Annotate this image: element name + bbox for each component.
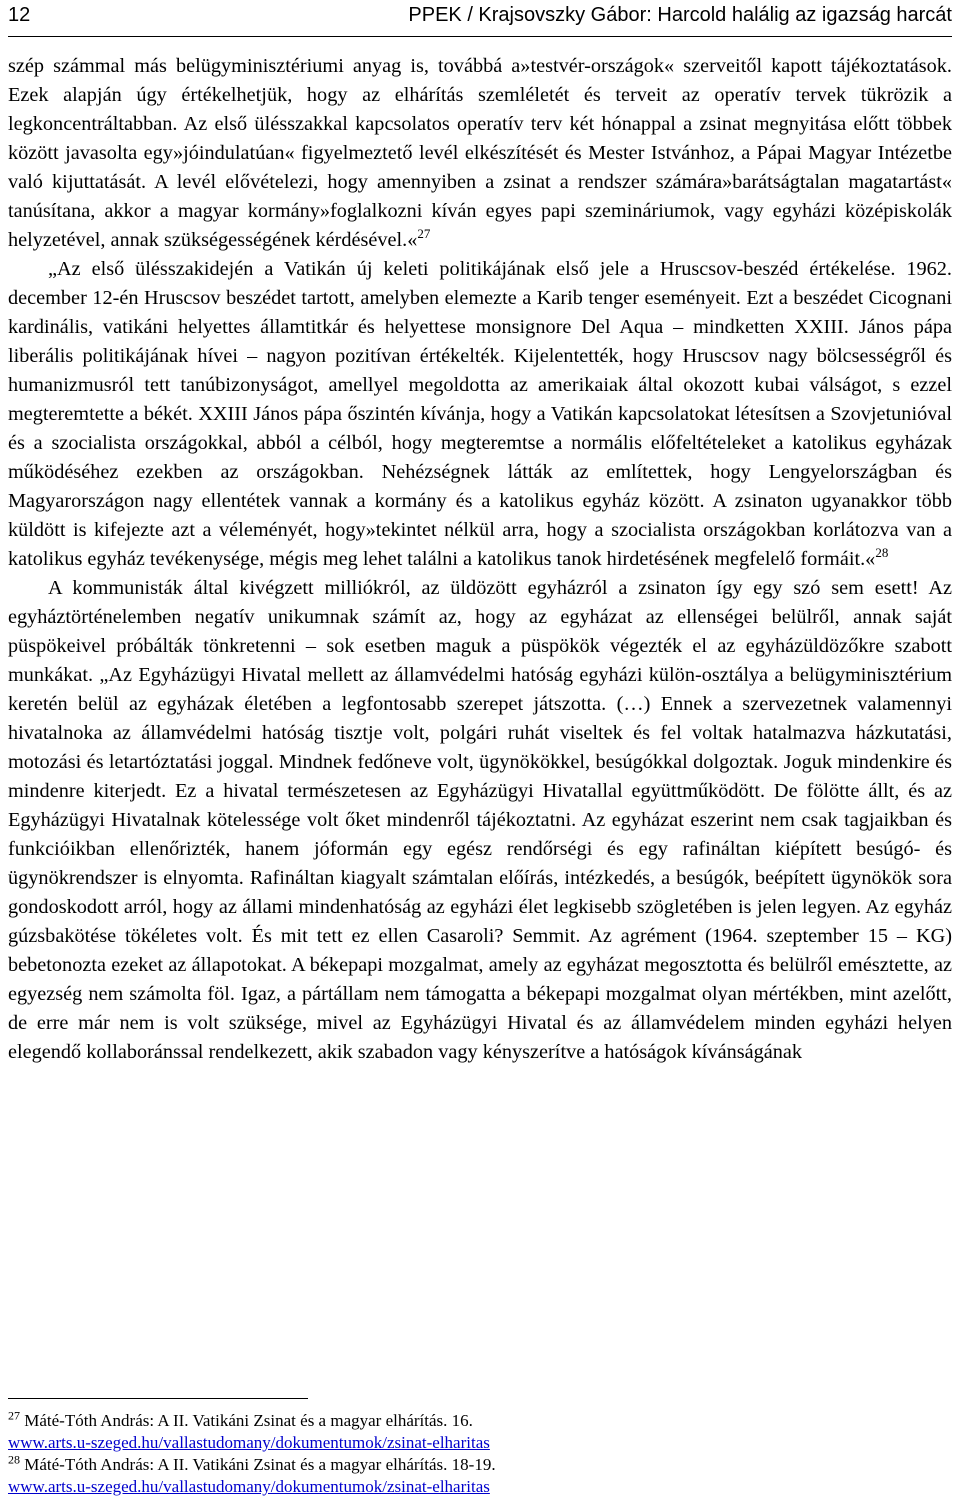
page-number: 12 — [8, 4, 31, 26]
footnote-28-url-line — [8, 1476, 952, 1498]
footnote-link[interactable]: www.arts.u-szeged.hu/vallastudomany/dokumentumok/zsinat-elharitas — [8, 1477, 490, 1496]
footnote-separator — [8, 1398, 308, 1399]
footnote-number: 27 — [8, 1408, 20, 1423]
footnote-27-url-line — [8, 1432, 952, 1454]
footnote-ref-27[interactable]: 27 — [417, 226, 431, 242]
footnote-28 — [8, 1454, 952, 1476]
page-header — [8, 0, 952, 40]
paragraph-2 — [8, 255, 952, 574]
footnote-ref-28[interactable]: 28 — [875, 545, 889, 561]
paragraph-3 — [8, 574, 952, 1067]
paragraph-1 — [8, 52, 952, 255]
footnotes — [8, 1410, 952, 1498]
main-text — [8, 52, 952, 1067]
paragraph-1-c: A levél elővételezi, hogy amennyiben a zsinat a rendszer számára»barátságtalan magatartást« tanúsítana, akkor a magyar kormány»foglalkozni kíván egyes papi szemináriumok, vagy egyházi középiskolák helyzetével, annak szükségességének kérdésével.« — [8, 171, 953, 251]
footnote-link[interactable]: www.arts.u-szeged.hu/vallastudomany/dokumentumok/zsinat-elharitas — [8, 1433, 490, 1452]
paragraph-3-text: A kommunisták által kivégzett milliókról, az üldözött egyházról a zsinaton így egy szó sem esett! Az egyháztörténelemben negatív unikumnak számít az, hogy az egyházat az ellenségei belülről, annak saját püspökeivel próbálták tönkretenni – sok esetben maguk a püspökök végezték el az egyházüldözőkre szabott munkákat. „Az Egyházügyi Hivatal mellett az államvédelmi hatóság egyházi külön-osztálya a belügyminisztérium keretén belül az egyházak életében a legfontosabb szerepet játszotta. (…) Ennek a szervezetnek valamennyi hivatalnoka az államvédelmi hatóság tisztje volt, polgári ruhát viseltek és fel voltak hatalmazva házkutatási, motozási és letartóztatási joggal. Mindnek fedőneve volt, ügynökökkel, besúgókkal dolgoztak. Joguk mindenkire és mindenre kiterjedt. Ez a hivatal természetesen az Egyházügyi Hivatallal együttműködött. De fölötte állt, és az Egyházügyi Hivatalnak kötelessége volt őket mindenről tájékoztatni. Az egyházat eszerint nem csak tagjaikban és funkcióikban ellenőrizték, hanem jóformán egy egész rendőrségi és egy rafináltan kiépített besúgó- és ügynökrendszer is elnyomta. Rafináltan kiagyalt számtalan előírás, intézkedés, a besúgók, beépített ügynökök sora gondoskodott arról, hogy az állami mindenhatóság az egyházi élet legkisebb szögletében is jelen legyen. Az egyház gúzsbakötése tökéletes volt. És mit tett ez ellen Casaroli? Semmit. Az agrément (1964. szeptember 15 – KG) bebetonozta ezeket az állapotokat. A békepapi mozgalmat, amely az egyházat megosztotta és belülről emésztette, az egyezség nem számolta föl. Igaz, a pártállam nem támogatta a békepapi mozgalmat olyan mértékben, mint azelőtt, de erre már nem is volt szüksége, mivel az Egyházügyi Hivatal és az államvédelem minden egyházi helyen elegendő kollaboránssal rendelkezett, akik szabadon vagy kényszerítve a hatóságok kívánságának — [8, 577, 952, 1063]
footnote-27 — [8, 1410, 952, 1432]
running-title: PPEK / Krajsovszky Gábor: Harcold halálig az igazság harcát — [408, 4, 952, 26]
footnote-text: Máté-Tóth András: A II. Vatikáni Zsinat és a magyar elhárítás. 18-19. — [20, 1455, 496, 1474]
header-rule — [8, 36, 952, 37]
footnote-text: Máté-Tóth András: A II. Vatikáni Zsinat és a magyar elhárítás. 16. — [20, 1411, 473, 1430]
footnote-number: 28 — [8, 1452, 20, 1467]
paragraph-1-a: szép számmal más belügyminisztériumi anyag is, továbbá a»testvér-országok« szerveitől kapott tájékoztatások. Ezek alapján úgy értékelhetjük, hogy az elhárítás szemléletét és terveit az operatív tervek tükrözik a legkoncentráltabban. — [8, 55, 952, 135]
paragraph-1-b: Az első ülésszakkal kapcsolatos operatív terv két hónappal a zsinat megnyitása előtt többek között javasolta egy»jóindulatúan« figyelmeztető levél elkészítését és Mester Istvánhoz, a Pápai Magyar Intézetbe való kijuttatását. — [8, 113, 952, 193]
paragraph-2-text: „Az első ülésszakidején a Vatikán új keleti politikájának első jele a Hruscsov-beszéd értékelése. 1962. december 12-én Hruscsov beszédet tartott, amelyben elemezte a Karib tenger eseményeit. Ezt a beszédet Cicognani kardinális, vatikáni helyettes államtitkár és helyettese monsignore Del Aqua – mindketten XXIII. János pápa liberális politikájának hívei – nagyon pozitívan értékelték. Kijelentették, hogy Hruscsov nagy bölcsességről és humanizmusról tett tanúbizonyságot, amellyel megoldotta az amerikaiak által okozott kubai válságot, s ezzel megteremtette a békét. XXIII János pápa őszintén kívánja, hogy a Vatikán kapcsolatokat létesítsen a Szovjetunióval és a szocialista országokkal, abból a célból, hogy megteremtse a normális előfeltételeket a katolikus egyházak működéséhez ezekben az országokban. Nehézségnek látták az említettek, hogy Lengyelországban és Magyarországon nagy ellentétek vannak a kormány és a katolikus egyház között. A zsinaton ugyanakkor több küldött is kifejezte azt a véleményét, hogy»tekintet nélkül arra, hogy a szocialista országokban korlátozva van a katolikus egyház tevékenysége, mégis meg lehet találni a katolikus tanok hirdetésének megfelelő formáit.« — [8, 258, 952, 570]
